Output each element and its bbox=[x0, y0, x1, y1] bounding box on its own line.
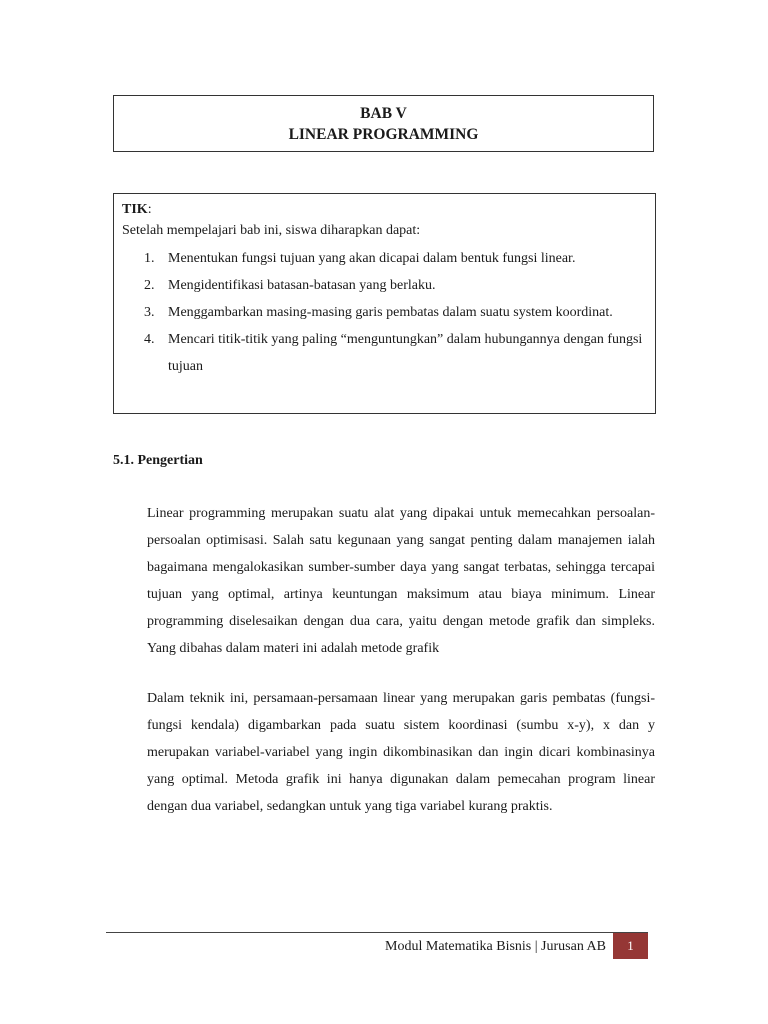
objective-number: 3. bbox=[144, 305, 155, 320]
objective-item bbox=[122, 326, 647, 380]
page-number-badge: 1 bbox=[613, 933, 648, 959]
chapter-number: BAB V bbox=[360, 105, 407, 122]
objective-item bbox=[122, 245, 647, 272]
objective-text: Menggambarkan masing-masing garis pembatas dalam suatu system koordinat. bbox=[168, 305, 613, 320]
footer-divider bbox=[106, 932, 648, 933]
chapter-title-box bbox=[113, 95, 654, 152]
tik-label-colon: : bbox=[147, 202, 152, 217]
objective-text: Mencari titik-titik yang paling “menguntungkan” dalam hubungannya dengan fungsi tujuan bbox=[168, 332, 643, 374]
tik-label-text: TIK bbox=[122, 202, 148, 217]
objective-item bbox=[122, 299, 647, 326]
tik-intro: Setelah mempelajari bab ini, siswa diharapkan dapat: bbox=[122, 223, 421, 238]
objective-number: 2. bbox=[144, 278, 155, 293]
objective-number: 4. bbox=[144, 332, 155, 347]
body-paragraph: Dalam teknik ini, persamaan-persamaan linear yang merupakan garis pembatas (fungsi-fungsi kendala) digambarkan pada suatu sistem koordinasi (sumbu x-y), x dan y merupakan variabel-variabel yang ingin dikombinasikan dan ingin dicari kombinasinya yang optimal. Metoda grafik ini hanya digunakan dalam pemecahan program linear dengan dua variabel, sedangkan untuk yang tiga variabel kurang praktis. bbox=[147, 691, 655, 814]
footer-text: Modul Matematika Bisnis | Jurusan AB bbox=[385, 939, 606, 954]
objective-item bbox=[122, 272, 647, 299]
objective-text: Mengidentifikasi batasan-batasan yang berlaku. bbox=[168, 278, 436, 293]
objectives-list bbox=[122, 245, 647, 380]
body-paragraph: Linear programming merupakan suatu alat yang dipakai untuk memecahkan persoalan-persoalan optimisasi. Salah satu kegunaan yang sangat penting dalam manajemen ialah bagaimana mengalokasikan sumber-sumber daya yang sangat terbatas, sehingga tercapai tujuan yang optimal, artinya keuntungan maksimum atau biaya minimum. Linear programming diselesaikan dengan dua cara, yaitu dengan metode grafik dan simpleks. Yang dibahas dalam materi ini adalah metode grafik bbox=[147, 506, 655, 656]
objective-number: 1. bbox=[144, 251, 155, 266]
section-heading: 5.1. Pengertian bbox=[113, 453, 203, 468]
objective-text: Menentukan fungsi tujuan yang akan dicapai dalam bentuk fungsi linear. bbox=[168, 251, 576, 266]
chapter-title: LINEAR PROGRAMMING bbox=[288, 126, 479, 143]
learning-objectives-box bbox=[113, 193, 656, 414]
tik-label bbox=[122, 200, 647, 220]
